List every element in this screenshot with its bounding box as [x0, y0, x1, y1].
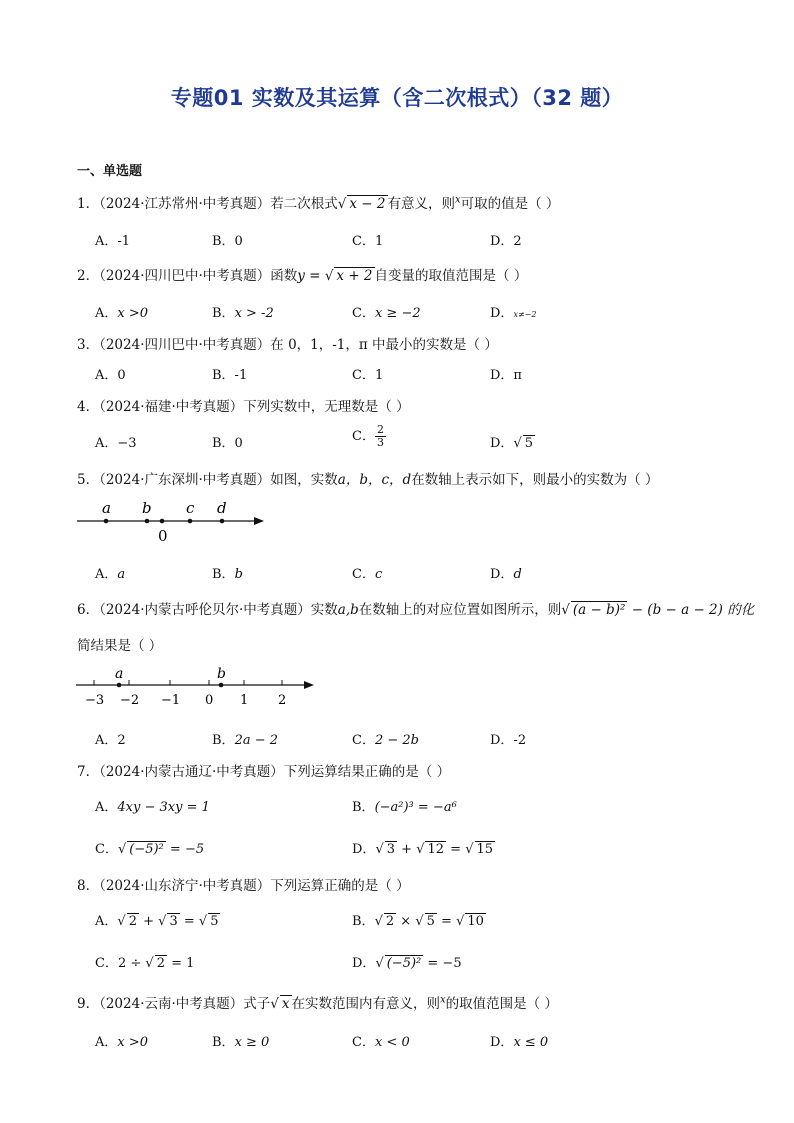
q2-option-a[interactable]: [95, 302, 148, 321]
sqrt-symbol: √: [198, 914, 208, 929]
option-value: x < 0: [374, 1035, 410, 1050]
question-9: [77, 992, 558, 1012]
fraction: [375, 424, 386, 449]
option-label: A．: [95, 306, 118, 321]
q5-option-c[interactable]: [352, 563, 382, 582]
radicand: 15: [476, 842, 494, 857]
point-a: [104, 519, 109, 524]
sqrt-symbol: √: [416, 842, 425, 857]
option-value: x≠−2: [513, 310, 537, 319]
option-label: A．: [95, 1035, 118, 1050]
question-6-line2: 简结果是（ ）: [77, 638, 163, 654]
arrow-head: [304, 681, 314, 689]
option-value: x ≥ 0: [234, 1035, 270, 1050]
q3-option-a[interactable]: A．0: [95, 368, 126, 383]
q9-option-c[interactable]: [352, 1031, 410, 1050]
q8-option-b[interactable]: B．√ 2 × √ 5 = √ 10: [352, 914, 484, 929]
q2-option-b[interactable]: [212, 302, 274, 321]
tick-label-neg3: −3: [85, 693, 105, 708]
sqrt-symbol: √: [415, 914, 424, 929]
option-value: (−a²)³ = −a⁶: [374, 800, 457, 815]
option-value: x > -2: [234, 306, 274, 321]
q9-radicand: x: [281, 996, 290, 1012]
q7-option-a[interactable]: [95, 796, 210, 815]
option-label: B．: [212, 1035, 235, 1050]
q1-stem-2: 有意义，则: [387, 196, 455, 212]
question-5: [77, 468, 658, 488]
option-label: C．: [352, 306, 375, 321]
option-label: D．: [490, 1035, 514, 1050]
option-label: C．: [352, 429, 375, 444]
option-label: A．: [95, 914, 118, 929]
option-value: x ≤ 0: [513, 1035, 549, 1050]
sqrt-symbol: √: [145, 956, 154, 971]
label-d: d: [217, 499, 227, 517]
q2-option-d[interactable]: [490, 302, 536, 321]
tick-label-neg1: −1: [161, 693, 181, 708]
radicand: 5: [524, 436, 534, 451]
q1-option-c[interactable]: C．1: [352, 234, 384, 249]
numerator: 2: [376, 423, 384, 436]
q8-option-a[interactable]: A．√ 2 + √ 3 = √ 5: [95, 914, 219, 929]
question-4: 4．（2024·福建·中考真题）下列实数中，无理数是（ ）: [77, 399, 410, 415]
tick-label-neg2: −2: [120, 693, 140, 708]
point-d: [220, 519, 225, 524]
denominator: 3: [376, 436, 384, 449]
option-value: = −5: [169, 842, 205, 857]
option-value: 2a − 2: [234, 733, 279, 748]
q5-vars: a，b，c，d: [337, 472, 412, 488]
q1-option-d[interactable]: D．2: [490, 234, 522, 249]
sqrt-symbol: √: [374, 914, 383, 929]
q9-option-d[interactable]: [490, 1031, 548, 1050]
radicand: 5: [210, 914, 219, 929]
q1-stem: 1．（2024·江苏常州·中考真题）若二次根式: [77, 196, 338, 212]
sqrt-symbol: √: [117, 842, 127, 857]
q9-stem-3: 的取值范围是（ ）: [445, 996, 558, 1012]
option-label: C．: [352, 1035, 375, 1050]
number-line-q5: [72, 496, 272, 546]
q6-radicand: (a − b)²: [572, 602, 626, 618]
sqrt-symbol: √: [117, 914, 126, 929]
radicand: 3: [169, 914, 178, 929]
option-label: C．: [95, 956, 118, 971]
option-value: =: [450, 842, 466, 857]
q1-stem-3: 可取的值是（ ）: [460, 196, 560, 212]
question-6: [77, 598, 754, 618]
sqrt-symbol: √: [270, 996, 279, 1012]
q7-option-d[interactable]: D．√ 3 + √ 12 = √ 15: [352, 842, 494, 857]
number-line-q6: [72, 664, 322, 710]
label-a: a: [102, 499, 111, 517]
q6-vars: a,b: [337, 602, 359, 618]
q6-option-a[interactable]: A．2: [95, 733, 126, 748]
sqrt-symbol: √: [375, 842, 384, 857]
label-b: b: [217, 666, 226, 682]
q3-option-c[interactable]: C．1: [352, 368, 384, 383]
q4-option-c[interactable]: [352, 424, 386, 449]
option-label: B．: [212, 567, 235, 582]
point-a: [117, 683, 122, 688]
radicand: (−5)²: [386, 956, 422, 971]
q5-stem: 5．（2024·广东深圳·中考真题）如图，实数: [77, 472, 338, 488]
question-2: [77, 264, 527, 284]
q1-radicand: x − 2: [349, 196, 386, 212]
q9-stem-2: 在实数范围内有意义，则: [291, 996, 441, 1012]
page-title: 专题01 实数及其运算（含二次根式）（32 题）: [170, 86, 624, 110]
radicand: (−5)²: [129, 842, 164, 857]
option-value: x >0: [117, 1035, 149, 1050]
tick-label-0: 0: [205, 693, 214, 708]
question-3: 3．（2024·四川巴中·中考真题）在 0，1，-1，π 中最小的实数是（ ）: [77, 337, 498, 353]
option-value: 2 − 2b: [374, 733, 419, 748]
radicand: 2: [128, 914, 137, 929]
sqrt-symbol: √: [561, 602, 570, 618]
point-b: [145, 519, 150, 524]
question-7: 7．（2024·内蒙古通辽·中考真题）下列运算结果正确的是（ ）: [77, 764, 451, 780]
sqrt-symbol: √: [324, 268, 334, 284]
q9-var: x: [440, 994, 446, 1006]
option-label: C．: [352, 733, 375, 748]
q9-stem: 9．（2024·云南·中考真题）式子: [77, 996, 271, 1012]
option-value: x >0: [117, 306, 149, 321]
q2-stem-2: 自变量的取值范围是（ ）: [374, 268, 528, 284]
sqrt-symbol: √: [375, 956, 384, 971]
option-value: 4xy − 3xy = 1: [117, 800, 210, 815]
option-label: B．: [212, 733, 235, 748]
q4-option-a[interactable]: A．−3: [95, 436, 137, 451]
label-a: a: [115, 666, 124, 682]
option-result: = −5: [423, 956, 462, 971]
option-label: B．: [352, 800, 375, 815]
point-zero: [160, 519, 165, 524]
q9-option-b[interactable]: [212, 1031, 269, 1050]
option-value: d: [513, 567, 522, 582]
q8-option-c[interactable]: [95, 952, 194, 971]
q6-option-d[interactable]: D．-2: [490, 733, 527, 748]
sqrt-symbol: √: [465, 842, 474, 857]
radicand: 10: [467, 914, 484, 929]
option-label: D．: [490, 567, 514, 582]
q2-stem: 2．（2024·四川巴中·中考真题）函数: [77, 268, 298, 284]
label-b: b: [142, 499, 152, 517]
q6-stem-2: 在数轴上的对应位置如图所示，则: [358, 602, 562, 618]
q5-option-d[interactable]: [490, 563, 522, 582]
arrow-head: [254, 517, 264, 525]
option-label: D．: [352, 956, 376, 971]
q6-stem-3: − (b − a − 2) 的化: [627, 602, 755, 618]
section-heading: 一、单选题: [77, 164, 143, 179]
option-value: a: [117, 567, 126, 582]
q2-expr: y =: [297, 268, 325, 284]
radicand: 2: [385, 914, 395, 929]
q1-option-b[interactable]: B．0: [212, 234, 243, 249]
option-label: B．: [352, 914, 375, 929]
radicand: 12: [427, 842, 445, 857]
option-label: B．: [212, 306, 235, 321]
option-label: A．: [95, 567, 118, 582]
point-b: [219, 683, 224, 688]
sqrt-symbol: √: [337, 196, 347, 212]
radicand: 2: [156, 956, 165, 971]
option-label: C．: [95, 842, 118, 857]
q5-stem-2: 在数轴上表示如下，则最小的实数为（ ）: [411, 472, 659, 488]
q2-radicand: x + 2: [336, 268, 373, 284]
q1-option-a[interactable]: A．-1: [95, 234, 131, 249]
question-1: [77, 192, 559, 212]
q3-option-b[interactable]: B．-1: [212, 368, 248, 383]
option-label: C．: [352, 567, 375, 582]
q6-stem: 6．（2024·内蒙古呼伦贝尔·中考真题）实数: [77, 602, 338, 618]
q4-option-b[interactable]: B．0: [212, 436, 243, 451]
tick-label-1: 1: [240, 693, 249, 708]
option-label: D．: [352, 842, 376, 857]
q5-option-a[interactable]: [95, 563, 125, 582]
q1-var: x: [455, 194, 461, 206]
q6-option-b[interactable]: [212, 729, 278, 748]
q5-option-b[interactable]: [212, 563, 243, 582]
q9-option-a[interactable]: [95, 1031, 148, 1050]
option-label: A．: [95, 800, 118, 815]
option-value: 2 ÷: [117, 956, 146, 971]
label-c: c: [186, 499, 195, 517]
option-value: c: [374, 567, 383, 582]
q6-option-c[interactable]: [352, 729, 419, 748]
point-c: [188, 519, 193, 524]
sqrt-symbol: √: [456, 914, 465, 929]
radicand: 5: [426, 914, 435, 929]
tick-label-2: 2: [278, 693, 287, 708]
sqrt-symbol: √: [513, 436, 522, 451]
option-label: D．: [490, 306, 514, 321]
q2-option-c[interactable]: [352, 302, 421, 321]
q7-option-b[interactable]: [352, 796, 457, 815]
label-zero: 0: [158, 527, 168, 545]
q8-option-d[interactable]: [352, 952, 462, 971]
question-8: 8．（2024·山东济宁·中考真题）下列运算正确的是（ ）: [77, 878, 410, 894]
option-value: b: [234, 567, 243, 582]
option-result: = 1: [166, 956, 195, 971]
radicand: 3: [386, 842, 396, 857]
option-value: x ≥ −2: [374, 306, 421, 321]
option-label: D．: [490, 436, 514, 451]
q7-option-c[interactable]: [95, 838, 204, 857]
sqrt-symbol: √: [158, 914, 167, 929]
q3-option-d[interactable]: D．π: [490, 368, 522, 383]
q4-option-d[interactable]: [490, 432, 535, 451]
